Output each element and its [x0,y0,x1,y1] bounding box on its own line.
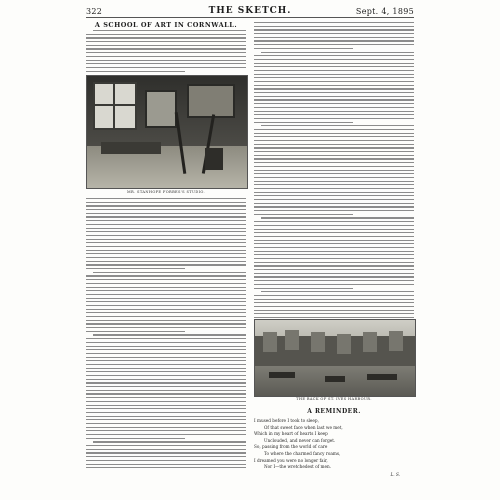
poem-line: To where the charmed fancy roams, [264,450,341,456]
page-number: 322 [86,7,103,16]
harbour-caption: THE BACK OF ST. IVES HARBOUR. [296,397,372,401]
body-text-block [86,30,246,74]
studio-photo [86,75,248,189]
poem [254,418,414,478]
poem-line: So, passing from the world of care [254,444,328,450]
issue-date: Sept. 4, 1895 [355,7,414,16]
harbour-photo [254,319,416,397]
poem-line: I dreamed you were no longer fair, [254,457,328,463]
article-title: A SCHOOL OF ART IN CORNWALL. [94,21,238,29]
body-text-block [254,22,414,321]
poem-signature: L. S. [390,472,400,478]
poem-line: I mused before I took to sleep, [254,418,319,423]
body-text-block [86,198,246,471]
poem-title: A REMINDER. [307,408,361,415]
poem-line: Nor I—the wretchedest of men. [264,464,332,470]
header-rule [86,17,414,18]
poem-line: Of that sweet face when last we met, [264,424,343,430]
poem-line: Unclouded, and never can forget. [264,437,336,443]
studio-caption: MR. STANHOPE FORBES'S STUDIO. [126,190,206,194]
poem-line: Which in my heart of hearts I keep [254,431,328,437]
masthead: THE SKETCH. [208,6,292,16]
